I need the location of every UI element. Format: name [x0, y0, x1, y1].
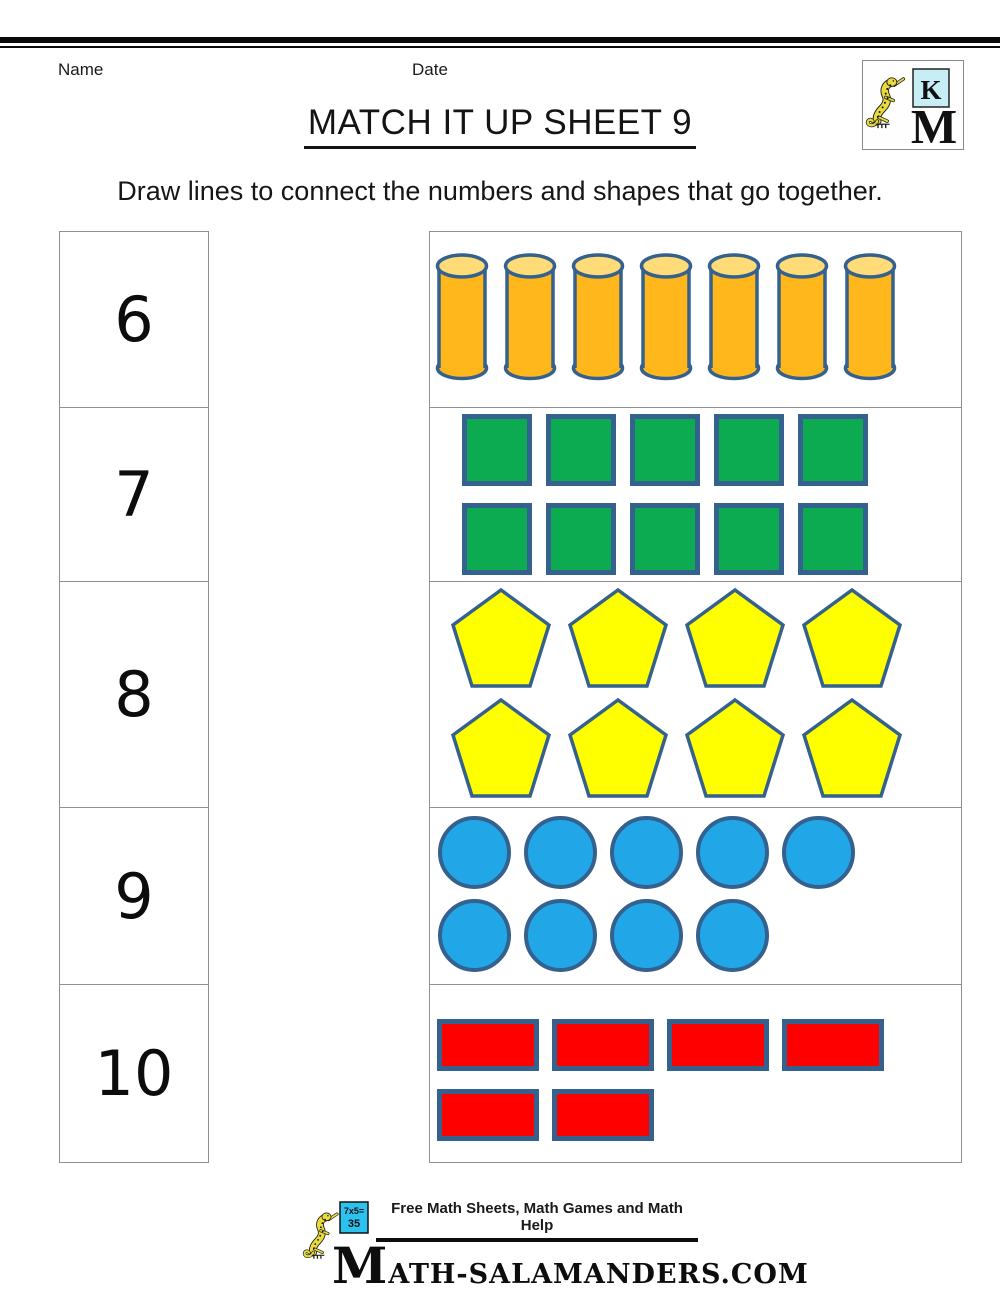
- shape-row: [462, 414, 961, 486]
- rectangle-shape: [552, 1089, 654, 1141]
- footer-wordmark: MATH-SALAMANDERS.COM: [332, 1236, 809, 1294]
- rectangle-shape: [552, 1019, 654, 1071]
- logo-m-letter: M: [910, 99, 958, 147]
- sign-equation-line1: 7x5=: [343, 1206, 365, 1216]
- pentagon-shape: [801, 588, 903, 689]
- shape-row: [438, 816, 961, 889]
- circle-shape: [782, 816, 855, 889]
- page-title: MATCH IT UP SHEET 9: [304, 103, 696, 149]
- date-label: Date: [412, 60, 448, 79]
- shape-cell-cylinders: [430, 232, 961, 408]
- pentagon-shape: [684, 698, 786, 799]
- pentagon-shape: [684, 588, 786, 689]
- circle-shape: [610, 816, 683, 889]
- name-label: Name: [58, 60, 104, 79]
- circle-shape: [524, 899, 597, 972]
- number-cell-8: 8: [60, 582, 208, 808]
- rectangle-shape: [437, 1089, 539, 1141]
- shape-cell-rectangles: [430, 985, 961, 1162]
- shape-row: [462, 503, 961, 575]
- instruction-text: Draw lines to connect the numbers and shapes that go together.: [117, 176, 883, 206]
- number-cell-9: 9: [60, 808, 208, 985]
- square-shape: [798, 503, 868, 575]
- number-cell-10: 10: [94, 1037, 174, 1110]
- cylinder-shape: [707, 252, 761, 382]
- top-rule-thin: [0, 46, 1000, 48]
- cylinder-shape: [639, 252, 693, 382]
- square-shape: [546, 414, 616, 486]
- cylinder-shape: [503, 252, 557, 382]
- shape-cell-pentagons: [430, 582, 961, 808]
- pentagon-shape: [450, 588, 552, 689]
- square-shape: [462, 414, 532, 486]
- square-shape: [546, 503, 616, 575]
- circle-shape: [524, 816, 597, 889]
- shapes-column: [429, 231, 962, 1163]
- shape-row: [437, 1089, 961, 1141]
- circle-shape: [696, 816, 769, 889]
- shape-cell-circles: [430, 808, 961, 985]
- pentagon-shape: [567, 698, 669, 799]
- square-shape: [714, 503, 784, 575]
- sign-equation-line2: 35: [347, 1218, 361, 1230]
- square-shape: [630, 503, 700, 575]
- shape-row: [438, 899, 961, 972]
- shape-row: [450, 698, 961, 799]
- cylinder-shape: [775, 252, 829, 382]
- circle-shape: [438, 816, 511, 889]
- cylinder-shape: [571, 252, 625, 382]
- circle-shape: [438, 899, 511, 972]
- shape-row: [450, 588, 961, 689]
- shape-row: [437, 1019, 961, 1071]
- number-cell-6: 6: [60, 232, 208, 408]
- square-shape: [714, 414, 784, 486]
- square-shape: [798, 414, 868, 486]
- square-shape: [462, 503, 532, 575]
- footer-tagline: Free Math Sheets, Math Games and Math Help: [391, 1200, 683, 1234]
- rectangle-shape: [437, 1019, 539, 1071]
- pentagon-shape: [450, 698, 552, 799]
- pentagon-shape: [801, 698, 903, 799]
- cylinder-shape: [435, 252, 489, 382]
- circle-shape: [610, 899, 683, 972]
- numbers-column: [59, 231, 209, 1163]
- number-cell-7: 7: [60, 408, 208, 582]
- cylinder-shape: [843, 252, 897, 382]
- square-shape: [630, 414, 700, 486]
- shape-row: [435, 252, 961, 382]
- logo-k-letter: K: [920, 75, 942, 105]
- shape-cell-squares: [430, 408, 961, 582]
- footer-brand: [302, 1200, 809, 1294]
- rectangle-shape: [667, 1019, 769, 1071]
- top-rule-thick: [0, 37, 1000, 43]
- rectangle-shape: [782, 1019, 884, 1071]
- circle-shape: [696, 899, 769, 972]
- pentagon-shape: [567, 588, 669, 689]
